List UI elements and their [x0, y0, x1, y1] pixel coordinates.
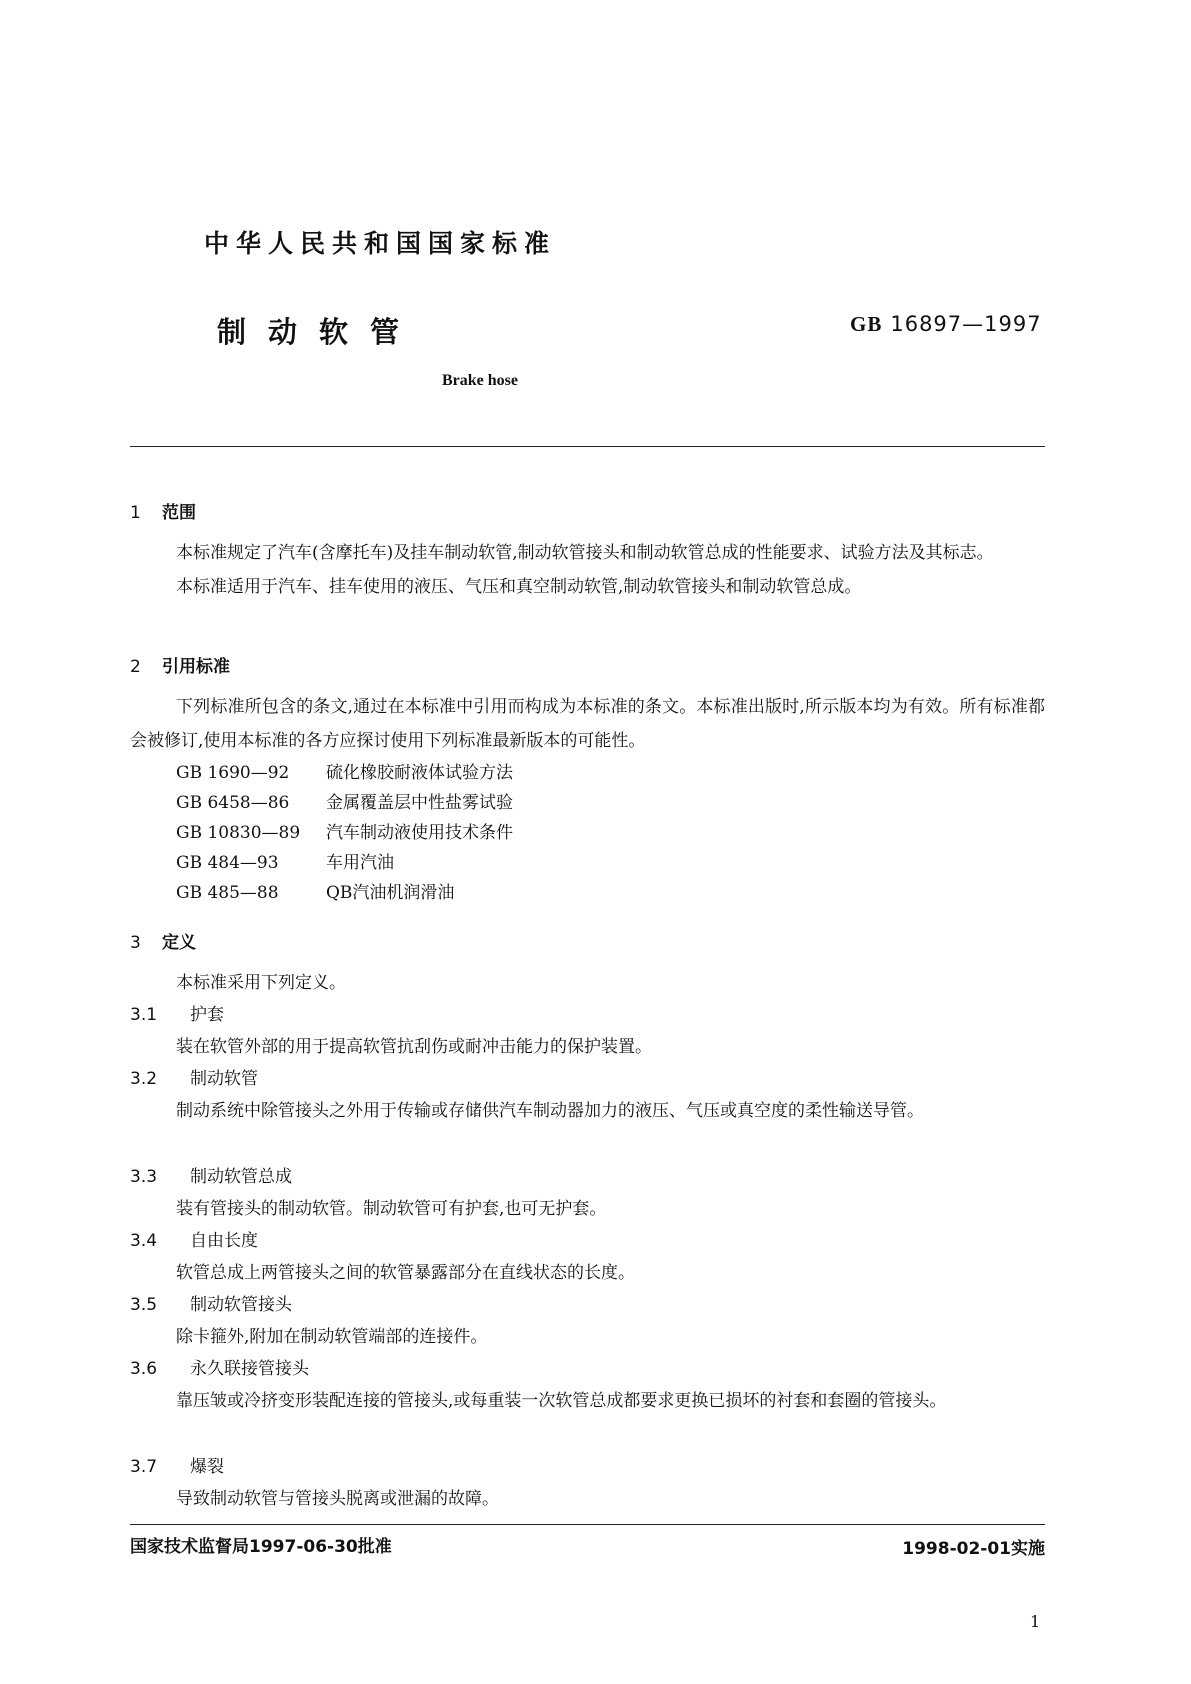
- definition-term: 爆裂: [190, 1457, 224, 1477]
- paragraph: 软管总成上两管接头之间的软管暴露部分在直线状态的长度。: [176, 1263, 635, 1283]
- definition-heading: [130, 1224, 258, 1258]
- standard-code-number: 16897—1997: [890, 312, 1042, 336]
- section-number: 1: [130, 503, 141, 523]
- paragraph: 靠压皱或冷挤变形装配连接的管接头,或每重装一次软管总成都要求更换已损坏的衬套和套圈的管接头。: [176, 1391, 947, 1411]
- definition-text: [130, 1030, 1045, 1064]
- definition-term: 永久联接管接头: [190, 1359, 309, 1379]
- section-title: 引用标准: [162, 657, 230, 677]
- section-3-heading: [130, 928, 196, 953]
- definition-heading: [130, 998, 224, 1032]
- reference-title: 汽车制动液使用技术条件: [326, 823, 513, 843]
- definition-heading: [130, 1352, 309, 1386]
- reference-item: [176, 756, 513, 790]
- paragraph: 本标准适用于汽车、挂车使用的液压、气压和真空制动软管,制动软管接头和制动软管总成。: [176, 577, 862, 597]
- definition-text: [130, 1320, 1045, 1354]
- definition-term: 制动软管总成: [190, 1167, 292, 1187]
- paragraph: 装有管接头的制动软管。制动软管可有护套,也可无护套。: [176, 1199, 607, 1219]
- implementation-line: 1998-02-01实施: [902, 1539, 1045, 1559]
- paragraph: 装在软管外部的用于提高软管抗刮伤或耐冲击能力的保护装置。: [176, 1037, 652, 1057]
- definition-number: 3.7: [130, 1457, 158, 1477]
- definition-term: 制动软管接头: [190, 1295, 292, 1315]
- definition-number: 3.3: [130, 1167, 158, 1187]
- definition-text: [130, 1094, 1045, 1128]
- definition-heading: [130, 1160, 292, 1194]
- standard-code-prefix: GB: [850, 312, 883, 336]
- definition-number: 3.4: [130, 1231, 158, 1251]
- section-number: 3: [130, 933, 141, 953]
- document-title: 制动软管: [216, 315, 421, 349]
- reference-code: GB 1690—92: [176, 763, 290, 783]
- definition-number: 3.2: [130, 1069, 158, 1089]
- section-number: 2: [130, 657, 141, 677]
- definition-text: [130, 1192, 1045, 1226]
- section-2-heading: [130, 652, 230, 677]
- reference-item: [176, 816, 513, 850]
- reference-code: GB 485—88: [176, 883, 279, 903]
- definition-heading: [130, 1062, 258, 1096]
- reference-code: GB 484—93: [176, 853, 279, 873]
- definition-text: [130, 1384, 1045, 1418]
- approval-line: 国家技术监督局1997-06-30批准: [130, 1537, 392, 1557]
- section-1-heading: [130, 498, 196, 523]
- paragraph: 下列标准所包含的条文,通过在本标准中引用而构成为本标准的条文。本标准出版时,所示版本均为有效。所有标准都会被修订,使用本标准的各方应探讨使用下列标准最新版本的可能性。: [130, 697, 1045, 751]
- section-title: 范围: [162, 503, 196, 523]
- reference-title: 金属覆盖层中性盐雾试验: [326, 793, 513, 813]
- footer-divider: [130, 1524, 1045, 1525]
- paragraph: 本标准规定了汽车(含摩托车)及挂车制动软管,制动软管接头和制动软管总成的性能要求、试验方法及其标志。: [176, 543, 994, 563]
- reference-code: GB 10830—89: [176, 823, 301, 843]
- header-divider: [130, 446, 1045, 447]
- reference-title: QB汽油机润滑油: [326, 883, 455, 903]
- paragraph: 制动系统中除管接头之外用于传输或存储供汽车制动器加力的液压、气压或真空度的柔性输送导管。: [176, 1101, 924, 1121]
- definition-number: 3.1: [130, 1005, 158, 1025]
- definition-number: 3.5: [130, 1295, 158, 1315]
- section-1-body: [130, 536, 1045, 604]
- section-3-intro: 本标准采用下列定义。: [176, 973, 346, 993]
- definition-text: [130, 1256, 1045, 1290]
- paragraph: 除卡箍外,附加在制动软管端部的连接件。: [176, 1327, 488, 1347]
- section-title: 定义: [162, 933, 196, 953]
- section-2-body: [130, 690, 1045, 758]
- reference-item: [176, 876, 454, 910]
- definition-term: 制动软管: [190, 1069, 258, 1089]
- reference-title: 硫化橡胶耐液体试验方法: [326, 763, 513, 783]
- definition-number: 3.6: [130, 1359, 158, 1379]
- reference-item: [176, 786, 513, 820]
- reference-code: GB 6458—86: [176, 793, 290, 813]
- definition-term: 护套: [190, 1005, 224, 1025]
- page-number: 1: [1030, 1612, 1041, 1631]
- reference-title: 车用汽油: [326, 853, 394, 873]
- definition-heading: [130, 1450, 224, 1484]
- definition-text: [130, 1482, 1045, 1516]
- definition-heading: [130, 1288, 292, 1322]
- paragraph: 导致制动软管与管接头脱离或泄漏的故障。: [176, 1489, 499, 1509]
- english-title: Brake hose: [442, 372, 518, 389]
- standard-title: 中华人民共和国国家标准: [203, 229, 556, 258]
- reference-item: [176, 846, 394, 880]
- definition-term: 自由长度: [190, 1231, 258, 1251]
- standard-code: [850, 312, 1042, 337]
